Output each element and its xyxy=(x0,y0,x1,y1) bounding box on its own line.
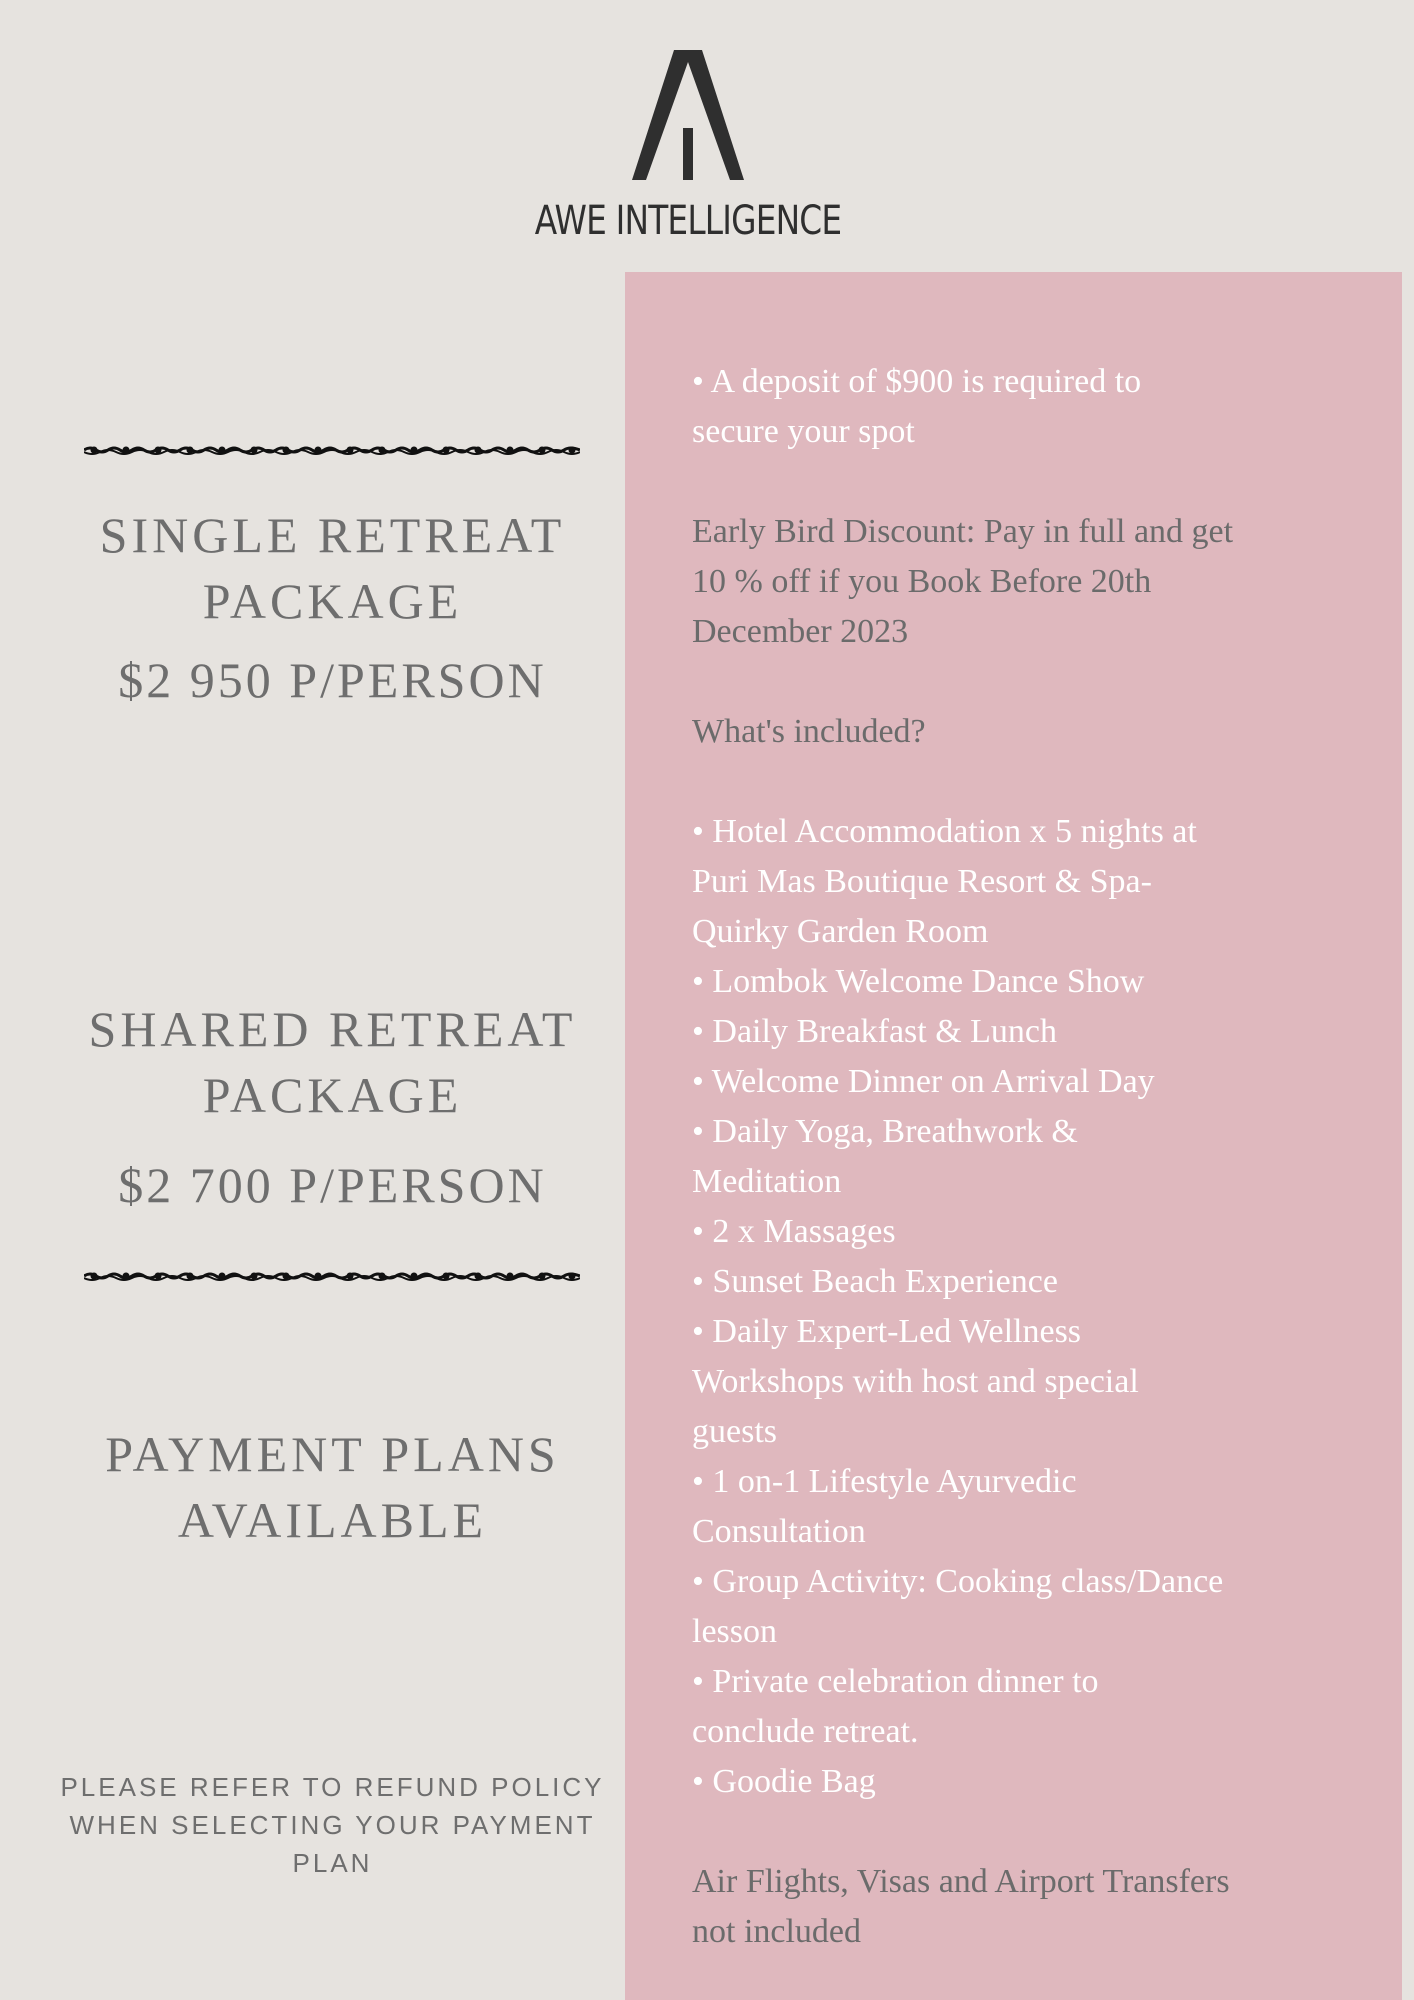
included-heading: What's included? xyxy=(692,713,926,750)
list-item: • Hotel Accommodation x 5 nights at xyxy=(692,813,1197,850)
spacer xyxy=(692,757,1372,807)
refund-note-line3: PLAN xyxy=(292,1848,373,1878)
list-item: • Daily Yoga, Breathwork & xyxy=(692,1113,1078,1150)
single-package-price: $2 950 P/PERSON xyxy=(118,652,547,708)
payment-plans-line1: PAYMENT PLANS xyxy=(105,1426,560,1482)
spacer xyxy=(692,657,1372,707)
refund-policy-note xyxy=(40,1768,625,1882)
shared-package-title-line2: PACKAGE xyxy=(202,1067,463,1123)
brand-name: AWE INTELLIGENCE xyxy=(534,198,842,244)
deposit-line-1: • A deposit of $900 is required to xyxy=(692,363,1142,400)
early-bird-line-3: December 2023 xyxy=(692,613,909,650)
brand-header xyxy=(0,40,1376,244)
early-bird-line-2: 10 % off if you Book Before 20th xyxy=(692,563,1152,600)
package-details-text xyxy=(692,357,1372,1957)
single-package-title-line2: PACKAGE xyxy=(202,573,463,629)
spacer xyxy=(692,1807,1372,1857)
shared-package-title xyxy=(40,996,625,1128)
payment-plans-line2: AVAILABLE xyxy=(177,1492,488,1548)
a-monogram-logo-icon xyxy=(628,40,748,180)
list-item: • Group Activity: Cooking class/Dance xyxy=(692,1563,1224,1600)
list-item: • Lombok Welcome Dance Show xyxy=(692,963,1145,1000)
package-details-panel xyxy=(625,272,1402,2000)
deposit-line-2: secure your spot xyxy=(692,413,915,450)
included-list xyxy=(692,807,1372,1807)
single-package-title-line1: SINGLE RETREAT xyxy=(99,507,566,563)
list-item: • 1 on-1 Lifestyle Ayurvedic xyxy=(692,1463,1077,1500)
list-item: Meditation xyxy=(692,1163,842,1200)
refund-note-line1: PLEASE REFER TO REFUND POLICY xyxy=(60,1772,605,1802)
list-item: • 2 x Massages xyxy=(692,1213,896,1250)
list-item: Consultation xyxy=(692,1513,866,1550)
payment-plans-heading xyxy=(40,1421,625,1553)
single-package-title xyxy=(40,502,625,634)
list-item: Workshops with host and special xyxy=(692,1363,1139,1400)
shared-package-title-line1: SHARED RETREAT xyxy=(88,1001,577,1057)
shared-package-price: $2 700 P/PERSON xyxy=(118,1157,547,1213)
refund-note-line2: WHEN SELECTING YOUR PAYMENT xyxy=(69,1810,596,1840)
list-item: Quirky Garden Room xyxy=(692,913,989,950)
list-item: • Daily Expert-Led Wellness xyxy=(692,1313,1082,1350)
exclusions-line-2: not included xyxy=(692,1913,862,1950)
list-item: • Daily Breakfast & Lunch xyxy=(692,1013,1058,1050)
list-item: • Welcome Dinner on Arrival Day xyxy=(692,1063,1155,1100)
list-item: • Private celebration dinner to xyxy=(692,1663,1099,1700)
list-item: guests xyxy=(692,1413,777,1450)
list-item: conclude retreat. xyxy=(692,1713,919,1750)
spacer xyxy=(692,457,1372,507)
early-bird-line-1: Early Bird Discount: Pay in full and get xyxy=(692,513,1234,550)
decorative-divider-bottom xyxy=(84,1268,580,1284)
exclusions-line-1: Air Flights, Visas and Airport Transfers xyxy=(692,1863,1230,1900)
list-item: • Sunset Beach Experience xyxy=(692,1263,1058,1300)
decorative-divider-top xyxy=(84,442,580,458)
list-item: Puri Mas Boutique Resort & Spa- xyxy=(692,863,1152,900)
list-item: lesson xyxy=(692,1613,777,1650)
list-item: • Goodie Bag xyxy=(692,1763,876,1800)
